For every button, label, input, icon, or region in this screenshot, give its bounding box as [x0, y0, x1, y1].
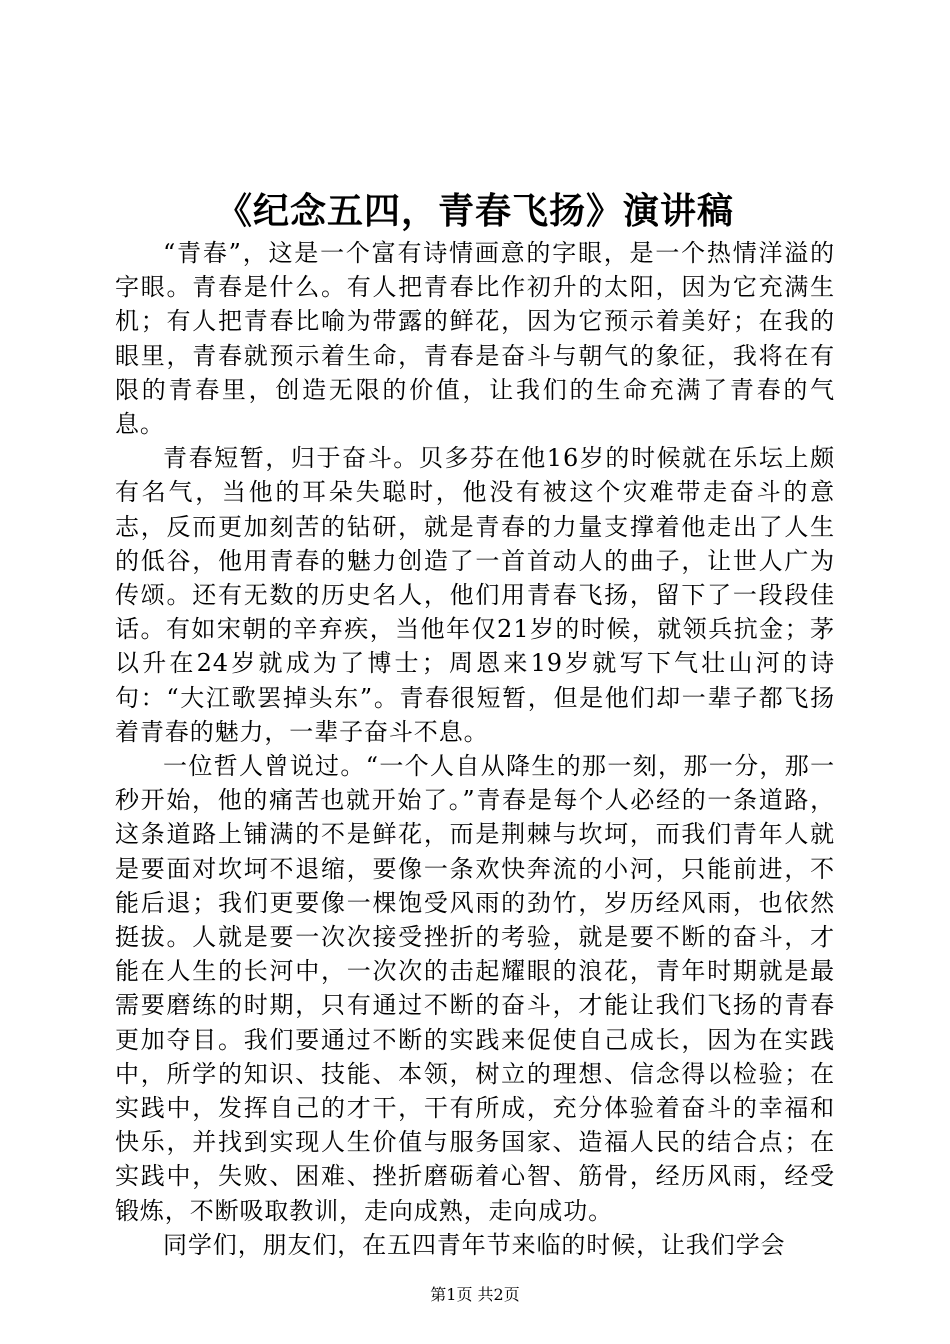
- document-title: 《纪念五四，青春飞扬》演讲稿: [215, 190, 734, 232]
- paragraph-3: 一位哲人曾说过。“一个人自从降生的那一刻，那一分，那一秒开始，他的痛苦也就开始了。”青春是每个人必经的一条道路，这条道路上铺满的不是鲜花，而是荆棘与坎坷，而我们青年人就是要面对坎坷不退缩，要像一条欢快奔流的小河，只能前进，不能后退；我们更要像一棵饱受风雨的劲竹，岁历经风雨，也依然挺拔。人就是要一次次接受挫折的考验，就是要不断的奋斗，才能在人生的长河中，一次次的击起耀眼的浪花，青年时期就是最需要磨练的时期，只有通过不断的奋斗，才能让我们飞扬的青春更加夺目。我们要通过不断的实践来促使自己成长，因为在实践中，所学的知识、技能、本领，树立的理想、信念得以检验；在实践中，发挥自己的才干，干有所成，充分体验着奋斗的幸福和快乐，并找到实现人生价值与服务国家、造福人民的结合点；在实践中，失败、困难、挫折磨砺着心智、筋骨，经历风雨，经受锻炼，不断吸取教训，走向成熟，走向成功。: [115, 752, 835, 1225]
- document-body: [115, 236, 835, 1262]
- paragraph-4: 同学们，朋友们，在五四青年节来临的时候，让我们学会: [163, 1230, 786, 1259]
- paragraph-1: “青春”，这是一个富有诗情画意的字眼，是一个热情洋溢的字眼。青春是什么。有人把青春比作初升的太阳，因为它充满生机；有人把青春比喻为带露的鲜花，因为它预示着美好；在我的眼里，青春就预示着生命，青春是奋斗与朝气的象征，我将在有限的青春里，创造无限的价值，让我们的生命充满了青春的气息。: [115, 239, 835, 439]
- paragraph-2: 青春短暂，归于奋斗。贝多芬在他16岁的时候就在乐坛上颇有名气，当他的耳朵失聪时，他没有被这个灾难带走奋斗的意志，反而更加刻苦的钻研，就是青春的力量支撑着他走出了人生的低谷，他用青春的魅力创造了一首首动人的曲子，让世人广为传颂。还有无数的历史名人，他们用青春飞扬，留下了一段段佳话。有如宋朝的辛弃疾，当他年仅21岁的时候，就领兵抗金；茅以升在24岁就成为了博士；周恩来19岁就写下气壮山河的诗句：“大江歌罢掉头东”。青春很短暂，但是他们却一辈子都飞扬着青春的魅力，一辈子奋斗不息。: [115, 444, 835, 746]
- page-number-footer: 第1页 共2页: [430, 1285, 520, 1304]
